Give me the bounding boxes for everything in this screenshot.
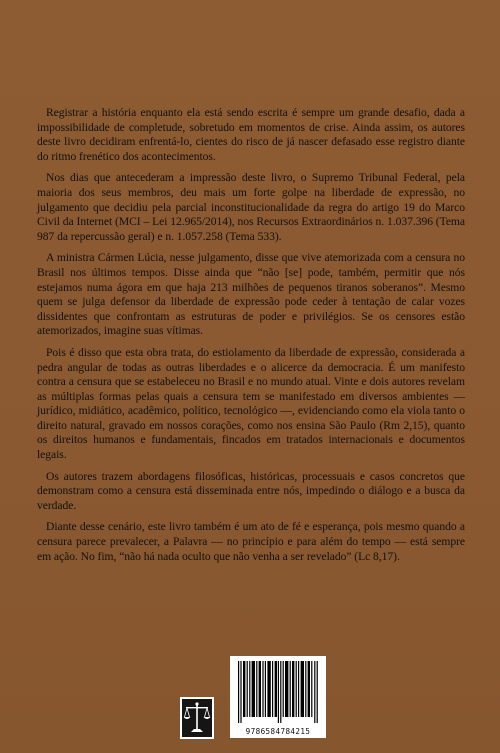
synopsis-text	[37, 106, 465, 571]
synopsis-paragraph-5: Os autores trazem abordagens filosóficas, históricas, processuais e casos concretos que demonstram como a censura está disseminada entre nós, impedindo o diálogo e a busca da verdade.	[37, 469, 465, 512]
synopsis-paragraph-4: Pois é disso que esta obra trata, do estiolamento da liberdade de expressão, considerada a pedra angular de todas as outras liberdades e o alicerce da democracia. É um manifesto contra a censura que se estabeleceu no Brasil e no mundo atual. Vinte e dois autores revelam as múltiplas formas pelas quais a censura tem se manifestado em diversos ambientes — jurídico, midiático, acadêmico, político, tecnológico —, evidenciando como ela viola tanto o direito natural, gravado em nossos corações, como nos ensina São Paulo (Rm 2,15), quanto os direitos humanos e fundamentais, fincados em tratados internacionais e documentos legais.	[37, 345, 465, 462]
barcode-bars	[236, 661, 320, 723]
synopsis-paragraph-1: Registrar a história enquanto ela está sendo escrita é sempre um grande desafio, dada a impossibilidade de completude, sobretudo em momentos de crise. Ainda assim, os autores deste livro decidiram enfrentá-lo, cientes do risco de já nascer defasado esse registro diante do ritmo frenético dos acontecimentos.	[37, 106, 465, 163]
synopsis-paragraph-3: A ministra Cármen Lúcia, nesse julgamento, disse que vive atemorizada com a censura no Brasil nos últimos tempos. Disse ainda que “não [se] pode, também, permitir que nós estejamos numa ágora em que haja 213 milhões de pequenos tiranos soberanos”. Mesmo quem se julga defensor da liberdade de expressão pode ceder à tentação de calar vozes dissidentes que confrontam as estruturas de poder e privilégios. Se os censores estão atemorizados, imagine suas vítimas.	[37, 251, 465, 338]
synopsis-paragraph-6: Diante desse cenário, este livro também é um ato de fé e esperança, pois mesmo quando a censura parece prevalecer, a Palavra — no princípio e para além do tempo — está sempre em ação. No fim, “não há nada oculto que não venha a ser revelado” (Lc 8,17).	[37, 520, 465, 563]
synopsis-paragraph-2: Nos dias que antecederam a impressão deste livro, o Supremo Tribunal Federal, pela maioria dos seus membros, deu mais um forte golpe na liberdade de expressão, no julgamento que decidiu pela parcial inconstitucionalidade da regra do artigo 19 do Marco Civil da Internet (MCI – Lei 12.965/2014), nos Recursos Extraordinários n. 1.037.396 (Tema 987 da repercussão geral) e n. 1.057.258 (Tema 533).	[37, 171, 465, 243]
isbn-barcode	[230, 656, 326, 738]
isbn-number: 9786584784215	[245, 727, 311, 736]
publisher-logo	[180, 697, 214, 739]
scales-of-justice-icon	[180, 697, 214, 739]
